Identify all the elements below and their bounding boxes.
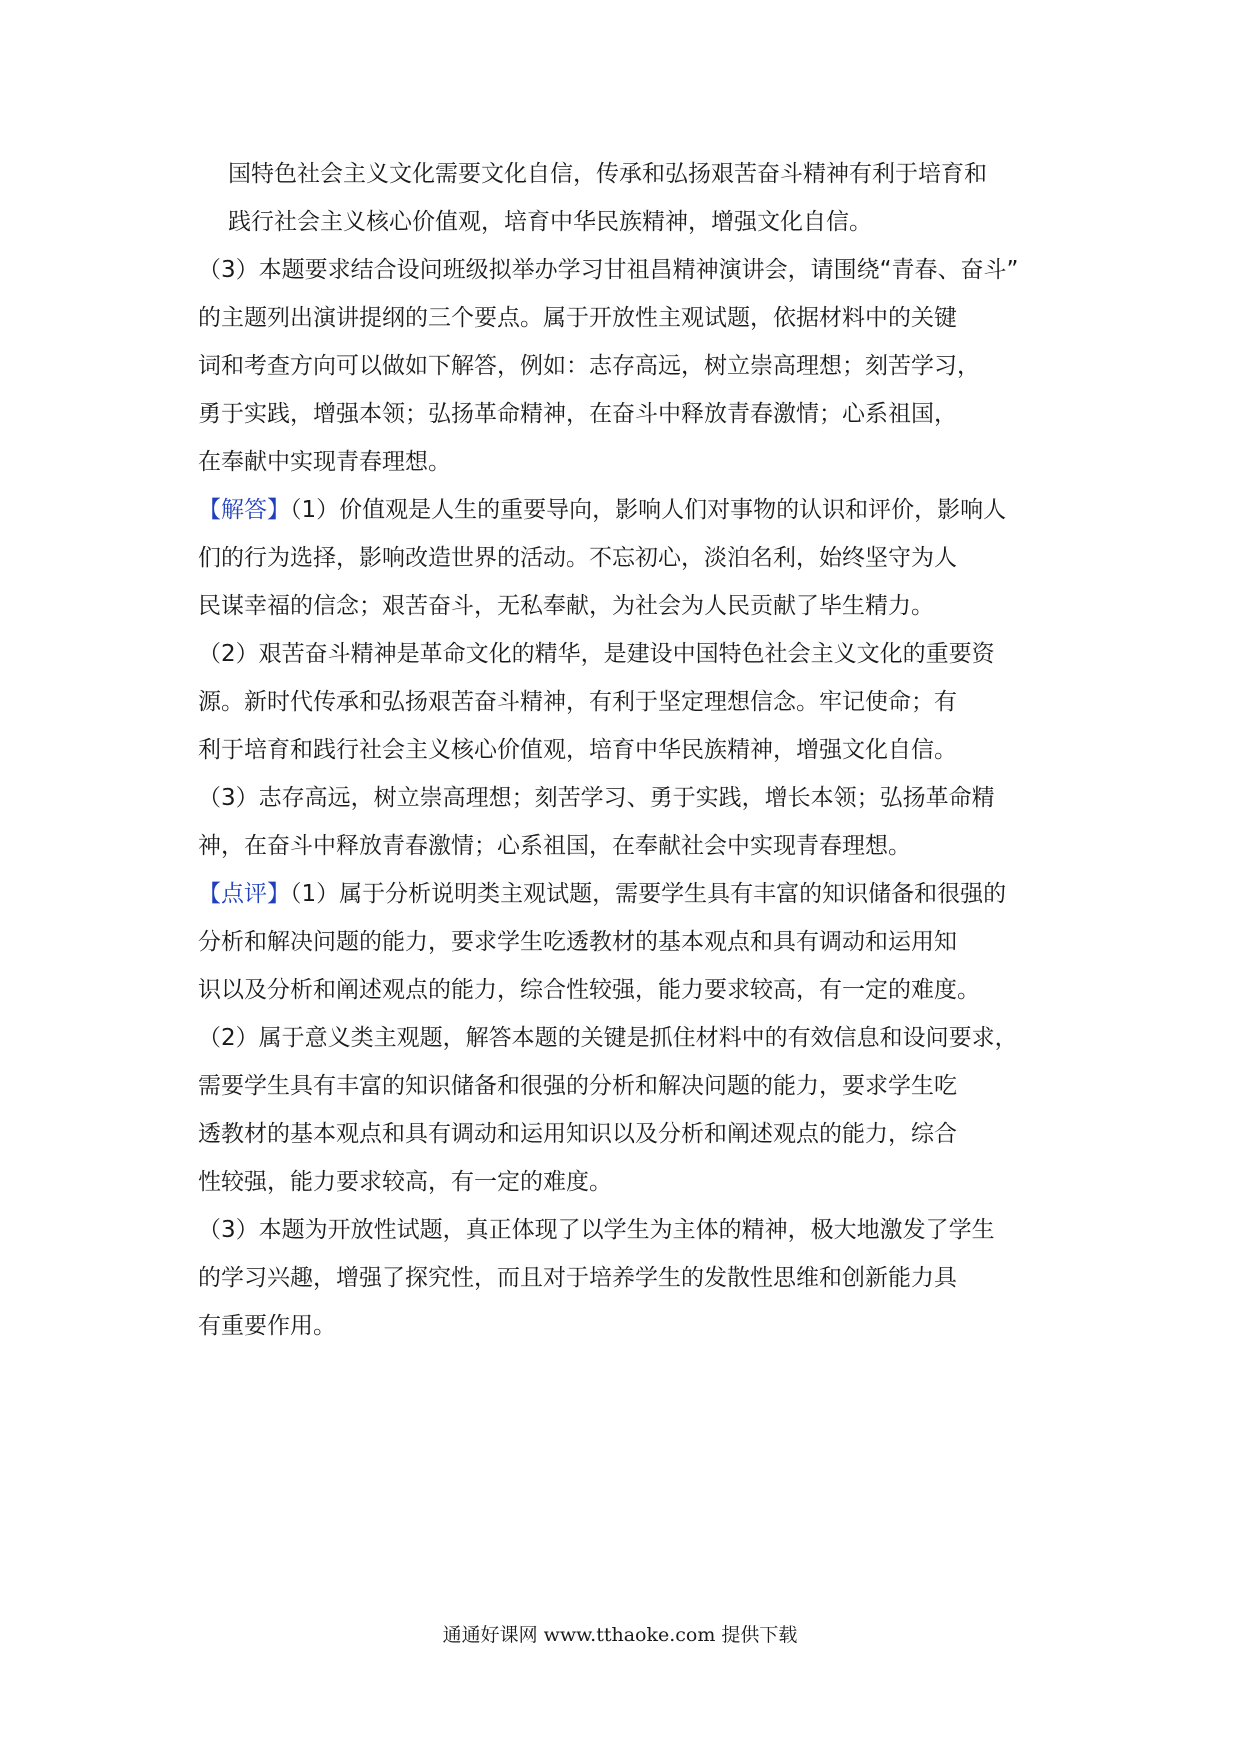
- answer-q3: [198, 774, 1060, 870]
- answer-q2: [198, 630, 1060, 774]
- text-line: 源。新时代传承和弘扬艰苦奋斗精神，有利于坚定理想信念。牢记使命；有: [198, 689, 957, 715]
- text-line: 透教材的基本观点和具有调动和运用知识以及分析和阐述观点的能力，综合: [198, 1121, 957, 1147]
- page-footer: 通通好课网 www.tthaoke.com 提供下载: [442, 1624, 798, 1646]
- text-line: [198, 870, 1060, 918]
- analysis-q3: [198, 246, 1060, 486]
- comment-q3: [198, 1206, 1060, 1350]
- text-line: [198, 486, 1060, 534]
- comment-q1: [198, 870, 1060, 1014]
- answer-label: 【解答】: [198, 497, 290, 523]
- text-line: 的主题列出演讲提纲的三个要点。属于开放性主观试题，依据材料中的关键: [198, 305, 957, 331]
- answer-q1: [198, 486, 1060, 630]
- text-line: 利于培育和践行社会主义核心价值观，培育中华民族精神，增强文化自信。: [198, 737, 957, 763]
- text-line: 神，在奋斗中释放青春激情；心系祖国，在奉献社会中实现青春理想。: [198, 833, 911, 859]
- text-line: 有重要作用。: [198, 1313, 336, 1339]
- text-line: （2）艰苦奋斗精神是革命文化的精华，是建设中国特色社会主义文化的重要资: [198, 641, 995, 667]
- analysis-q2-continuation: [198, 150, 1060, 246]
- answer-q1-first-line: （1）价值观是人生的重要导向，影响人们对事物的认识和评价，影响人: [290, 497, 1007, 523]
- text-line: 国特色社会主义文化需要文化自信，传承和弘扬艰苦奋斗精神有利于培育和: [228, 161, 987, 187]
- text-line: 勇于实践，增强本领；弘扬革命精神，在奋斗中释放青春激情；心系祖国，: [198, 401, 957, 427]
- text-line: 识以及分析和阐述观点的能力，综合性较强，能力要求较高，有一定的难度。: [198, 977, 980, 1003]
- text-line: 性较强，能力要求较高，有一定的难度。: [198, 1169, 612, 1195]
- text-line: 分析和解决问题的能力，要求学生吃透教材的基本观点和具有调动和运用知: [198, 929, 957, 955]
- text-line: （3）本题为开放性试题，真正体现了以学生为主体的精神，极大地激发了学生: [198, 1217, 995, 1243]
- comment-label: 【点评】: [198, 881, 290, 907]
- text-line: （2）属于意义类主观题，解答本题的关键是抓住材料中的有效信息和设问要求，: [198, 1025, 1018, 1051]
- text-line: 践行社会主义核心价值观，培育中华民族精神，增强文化自信。: [228, 209, 872, 235]
- comment-q1-first-line: （1）属于分析说明类主观试题，需要学生具有丰富的知识储备和很强的: [290, 881, 1007, 907]
- text-line: 需要学生具有丰富的知识储备和很强的分析和解决问题的能力，要求学生吃: [198, 1073, 957, 1099]
- text-line: 在奉献中实现青春理想。: [198, 449, 451, 475]
- text-line: （3）本题要求结合设问班级拟举办学习甘祖昌精神演讲会，请围绕“青春、奋斗”: [198, 257, 1019, 283]
- text-line: 词和考查方向可以做如下解答，例如：志存高远，树立崇高理想；刻苦学习，: [198, 353, 980, 379]
- text-line: 们的行为选择，影响改造世界的活动。不忘初心，淡泊名利，始终坚守为人: [198, 545, 957, 571]
- page-content: [198, 150, 1060, 1350]
- text-line: 民谋幸福的信念；艰苦奋斗，无私奉献，为社会为人民贡献了毕生精力。: [198, 593, 934, 619]
- text-line: （3）志存高远，树立崇高理想；刻苦学习、勇于实践，增长本领；弘扬革命精: [198, 785, 995, 811]
- text-line: 的学习兴趣，增强了探究性，而且对于培养学生的发散性思维和创新能力具: [198, 1265, 957, 1291]
- comment-q2: [198, 1014, 1060, 1206]
